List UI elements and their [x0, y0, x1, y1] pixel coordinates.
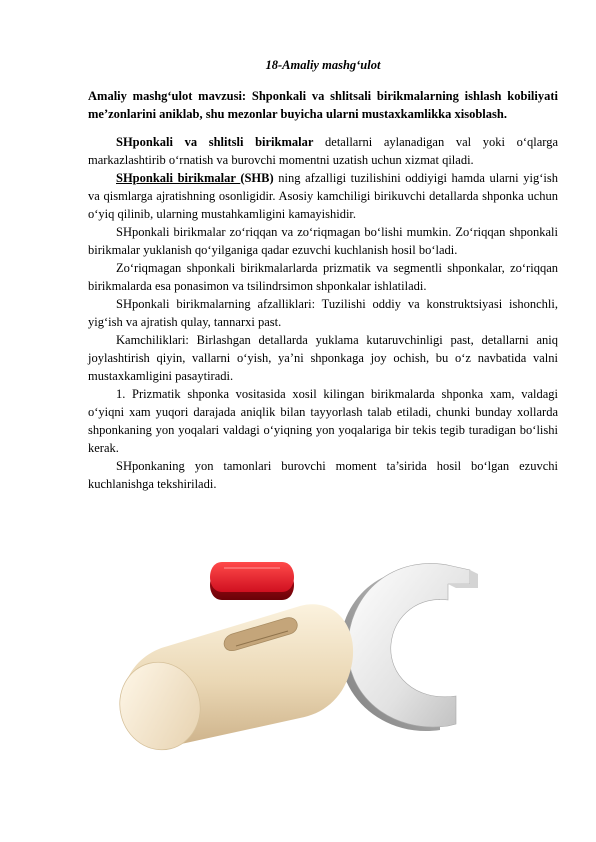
lesson-topic: Amaliy mashg‘ulot mavzusi: Shponkali va shlitsali birikmalarning ishlash kobiliyati me’zonlarini aniklab, shu mezonlar buyicha ularni mustaxkamlikka xisoblash.	[88, 89, 558, 121]
paragraph-text: ning afzalligi tuzilishini oddiyigi hamda ularni yig‘ish va qismlarga ajratishning osonligidir. Asosiy kamchiligi birikuvchi detallarda shponka uchun o‘yiq qilinib, ularning mustahkamligini kamayishidir.	[88, 171, 558, 221]
paragraph-text: detallarni aylanadigan val yoki o‘qlarga markazlashtirib o‘rnatish va burovchi momentni uzatish uchun xizmat qiladi.	[88, 135, 559, 167]
paragraph-definition	[88, 133, 558, 169]
document-page	[88, 58, 558, 493]
term-underlined: SHponkali birikmalar	[116, 171, 241, 185]
paragraph-advantages	[88, 169, 558, 223]
hub-part	[340, 563, 478, 731]
paragraph-types: SHponkali birikmalar zo‘riqqan va zo‘riqmagan bo‘lishi mumkin. Zo‘riqqan shponkali birikmalar yuklanish qo‘yilganiga qadar ezuvchi kuchlanish hosil bo‘ladi.	[88, 225, 558, 257]
paragraph-pros: SHponkali birikmalarning afzalliklari: Tuzilishi oddiy va konstruktsiyasi ishonchli, yig‘ish va ajratish qulay, tannarxi past.	[88, 297, 558, 329]
paragraph-prismatic: 1. Prizmatik shponka vositasida xosil kilingan birikmalarda shponka xam, valdagi o‘yiqni xam yuqori darajada aniqlik bilan tayyorlash talab etiladi, chunki bunday xollarda shponkaning yon yoqalari valdagi o‘yiqning yon yoqalariga bir tekis tegib turadigan bo‘lishi kerak.	[88, 387, 558, 455]
key-part	[210, 562, 294, 600]
shaft-part	[111, 604, 354, 758]
paragraph-key-kinds: Zo‘riqmagan shponkali birikmalarlarda prizmatik va segmentli shponkalar, zo‘riqqan birikmalarda esa ponasimon va tsilindrsimon shponkalar ishlatiladi.	[88, 261, 558, 293]
page-title: 18-Amaliy mashg‘ulot	[265, 58, 381, 72]
paragraph-check: SHponkaning yon tamonlari burovchi moment ta’sirida hosil bo‘lgan ezuvchi kuchlanishga tekshiriladi.	[88, 459, 558, 491]
paragraph-cons: Kamchiliklari: Birlashgan detallarda yuklama kutaruvchinligi past, detallarni aniq joylashtirish qiyin, vallarni o‘yish, ya’ni shponkaga joy ochish, bu o‘z navbatida valni mustaxkamligini pasaytiradi.	[88, 333, 558, 383]
key-joint-illustration	[0, 548, 596, 768]
term-bold: SHponkali va shlitsli birikmalar	[116, 135, 314, 149]
key-joint-svg	[0, 548, 596, 768]
term-abbreviation: (SHB)	[240, 171, 274, 185]
